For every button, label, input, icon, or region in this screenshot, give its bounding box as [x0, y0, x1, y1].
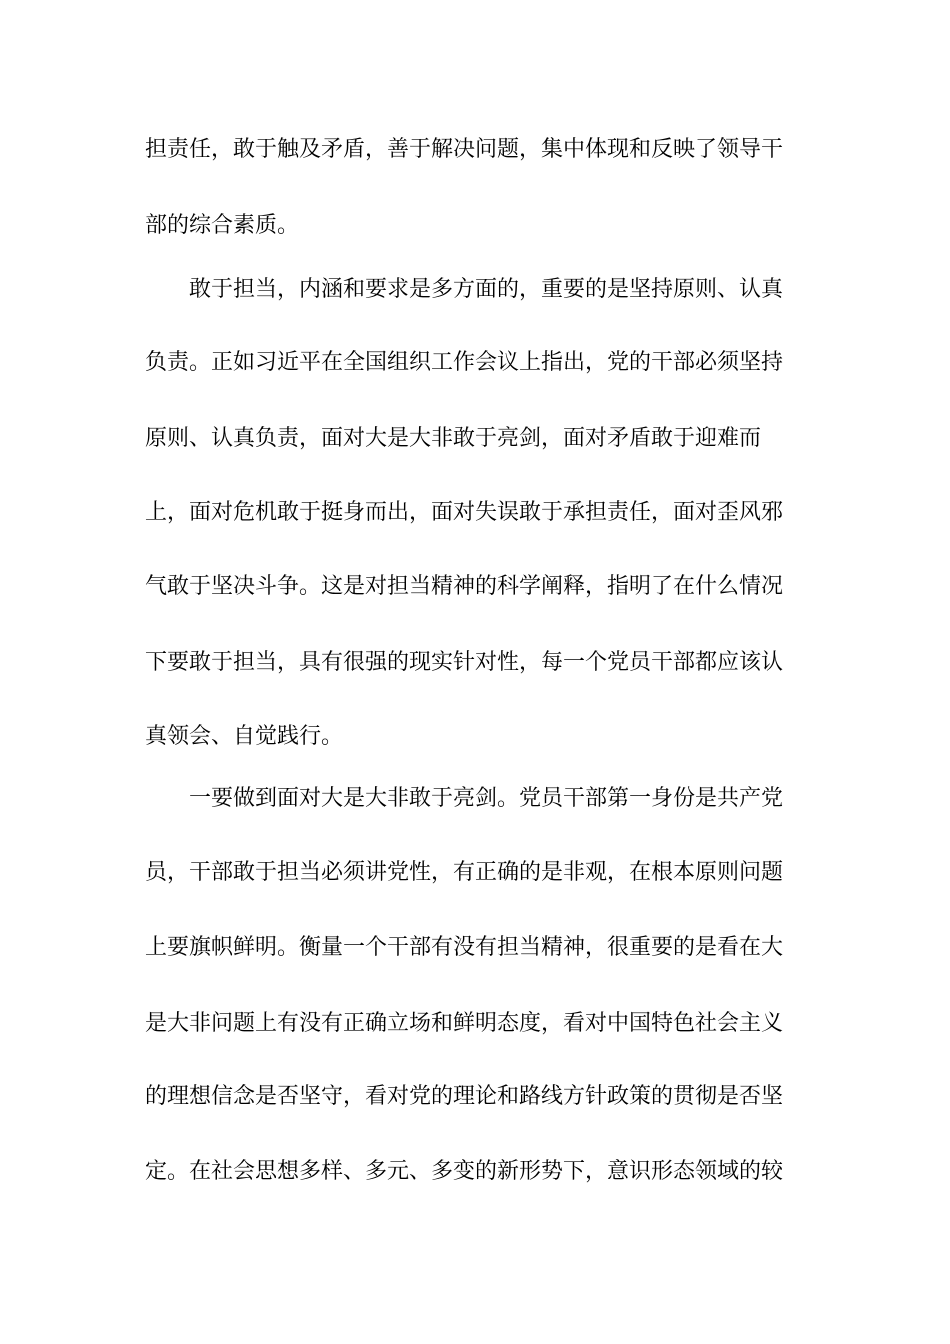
text-line: 定。在社会思想多样、多元、多变的新形势下，意识形态领域的较 [145, 1159, 784, 1184]
text-line: 担责任，敢于触及矛盾，善于解决问题，集中体现和反映了领导干 [145, 137, 784, 162]
text-line: 上，面对危机敢于挺身而出，面对失误敢于承担责任，面对歪风邪 [145, 500, 784, 525]
text-line: 部的综合素质。 [145, 213, 300, 238]
text-line: 员，干部敢于担当必须讲党性，有正确的是非观，在根本原则问题 [145, 860, 784, 885]
text-line: 上要旗帜鲜明。衡量一个干部有没有担当精神，很重要的是看在大 [145, 935, 784, 960]
text-line: 的理想信念是否坚守，看对党的理论和路线方针政策的贯彻是否坚 [145, 1084, 784, 1109]
text-line: 原则、认真负责，面对大是大非敢于亮剑，面对矛盾敢于迎难而 [145, 426, 762, 451]
paragraph-first-line: 敢于担当，内涵和要求是多方面的，重要的是坚持原则、认真 [189, 277, 784, 302]
text-line: 真领会、自觉践行。 [145, 724, 344, 749]
text-line: 负责。正如习近平在全国组织工作会议上指出，党的干部必须坚持 [145, 350, 784, 375]
text-line: 气敢于坚决斗争。这是对担当精神的科学阐释，指明了在什么情况 [145, 574, 784, 599]
text-line: 下要敢于担当，具有很强的现实针对性，每一个党员干部都应该认 [145, 650, 784, 675]
paragraph-first-line: 一要做到面对大是大非敢于亮剑。党员干部第一身份是共产党 [189, 786, 784, 811]
text-line: 是大非问题上有没有正确立场和鲜明态度，看对中国特色社会主义 [145, 1011, 784, 1036]
